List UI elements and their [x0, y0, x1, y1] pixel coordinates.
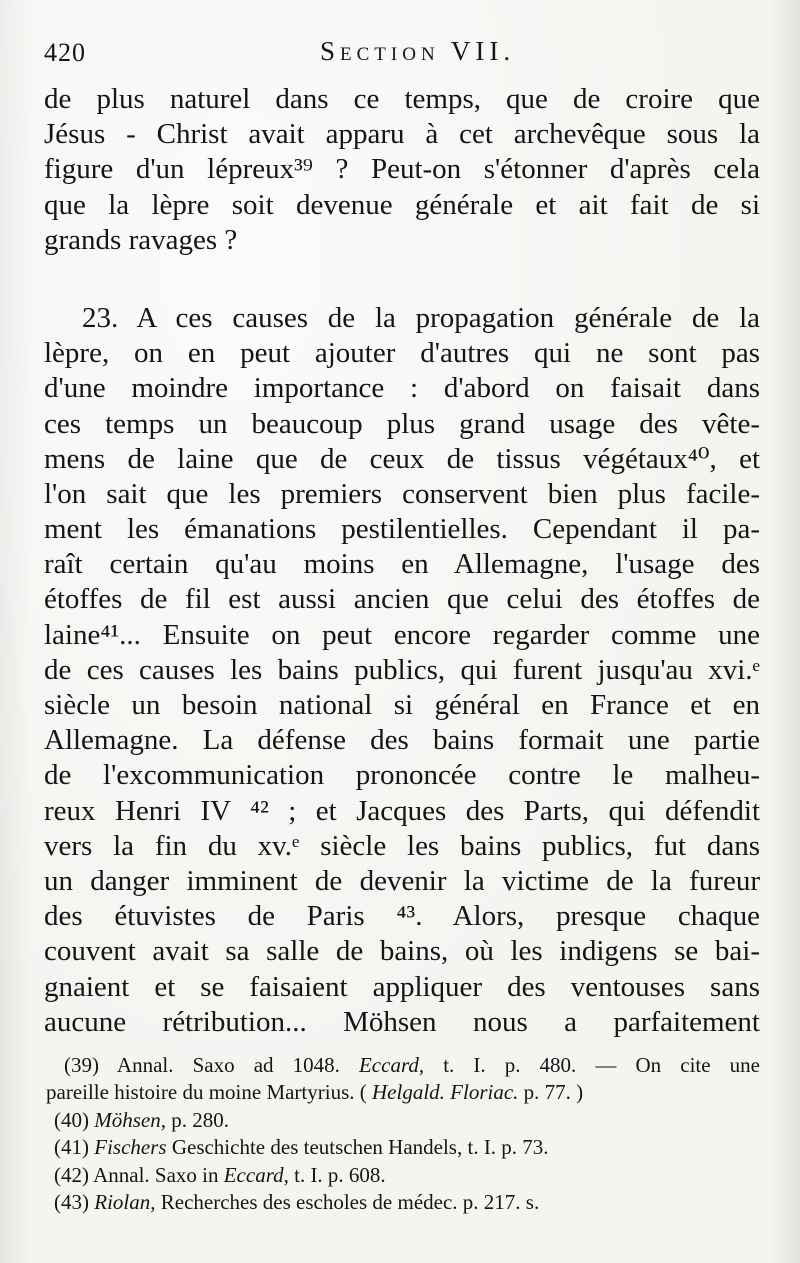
footnote-text: (39) Annal. Saxo ad 1048.	[64, 1053, 359, 1077]
footnote-line	[46, 1162, 760, 1189]
footnote-text: , t. I. p. 608.	[283, 1162, 386, 1187]
text-line: siècle un besoin national si général en France et en	[44, 689, 760, 721]
footnote-line	[46, 1079, 760, 1106]
paragraph-gap	[44, 258, 760, 301]
footnote-citation: Eccard	[358, 1053, 419, 1077]
text-line: figure d'un lépreux³⁹ ? Peut-on s'étonner d'après cela	[44, 153, 760, 186]
text-line: gnaient et se faisaient appliquer des ventouses sans	[44, 970, 760, 1003]
text-line: 23. A ces causes de la propagation générale de la	[82, 301, 760, 334]
footnote-citation: Möhsen	[94, 1107, 161, 1132]
text-line: lèpre, on en peut ajouter d'autres qui ne sont pas	[44, 337, 760, 370]
text-line: de l'excommunication prononcée contre le malheu-	[44, 759, 760, 792]
running-head: Section VII.	[320, 36, 516, 66]
footnote-text: , p. 280.	[160, 1107, 229, 1132]
footnote-text: p. 77. )	[518, 1080, 584, 1105]
footnote-citation: Helgald. Floriac.	[372, 1080, 519, 1105]
footnote-line	[46, 1189, 760, 1216]
footnote-citation: Fischers	[94, 1135, 167, 1160]
footnote-line	[46, 1134, 760, 1161]
text-line: des étuvistes de Paris ⁴³. Alors, presque chaque	[44, 900, 760, 933]
text-line: de ces causes les bains publics, qui furent jusqu'au xvi.ᵉ	[44, 653, 760, 686]
page-number: 420	[44, 38, 86, 67]
text-line: ment les émanations pestilentielles. Cependant il pa-	[44, 513, 760, 546]
text-line: mens de laine que de ceux de tissus végétaux⁴⁰, et	[44, 442, 760, 475]
footnote-text: , t. I. p. 480. — On cite une	[418, 1053, 760, 1077]
text-line: grands ravages ?	[44, 223, 238, 256]
footnote-text: , Recherches des escholes de médec. p. 217. s.	[150, 1189, 540, 1214]
page-header	[44, 34, 764, 74]
footnote-text: Geschichte des teutschen Handels, t. I. p. 73.	[166, 1135, 549, 1160]
footnotes	[46, 1052, 760, 1216]
footnote-line	[46, 1107, 760, 1134]
text-line: couvent avait sa salle de bains, où les indigens se bai-	[44, 935, 760, 968]
text-line: laine⁴¹... Ensuite on peut encore regarder comme une	[44, 618, 760, 651]
text-line: étoffes de fil est aussi ancien que celui des étoffes de	[44, 583, 760, 616]
text-line: un danger imminent de devenir la victime de la fureur	[44, 864, 760, 897]
text-line: reux Henri IV ⁴² ; et Jacques des Parts, qui défendit	[44, 794, 760, 827]
text-line: raît certain qu'au moins en Allemagne, l'usage des	[44, 548, 760, 581]
footnote-text: pareille histoire du moine Martyrius. (	[46, 1080, 373, 1105]
footnote-text: (42) Annal. Saxo in	[54, 1162, 224, 1187]
text-line: vers la fin du xv.ᵉ siècle les bains publics, fut dans	[44, 829, 760, 862]
footnote-citation: Riolan	[94, 1189, 151, 1214]
footnote-text: (43)	[54, 1189, 95, 1214]
text-line: ces temps un beaucoup plus grand usage des vête-	[44, 407, 760, 440]
text-line: de plus naturel dans ce temps, que de croire que	[44, 83, 760, 115]
text-line: d'une moindre importance : d'abord on faisait dans	[44, 372, 760, 405]
footnote-citation: Eccard	[223, 1162, 284, 1187]
body-text	[44, 82, 760, 1040]
text-line: l'on sait que les premiers conservent bien plus facile-	[44, 477, 760, 510]
footnote-text: (40)	[54, 1107, 95, 1132]
text-line: Jésus - Christ avait apparu à cet archevêque sous la	[44, 118, 760, 151]
footnote-line	[46, 1052, 760, 1079]
footnote-text: (41)	[54, 1135, 95, 1160]
text-line: que la lèpre soit devenue générale et ait fait de si	[44, 188, 760, 221]
text-line: Allemagne. La défense des bains formait une partie	[44, 724, 760, 757]
text-line: aucune rétribution... Möhsen nous a parfaitement	[44, 1005, 760, 1038]
